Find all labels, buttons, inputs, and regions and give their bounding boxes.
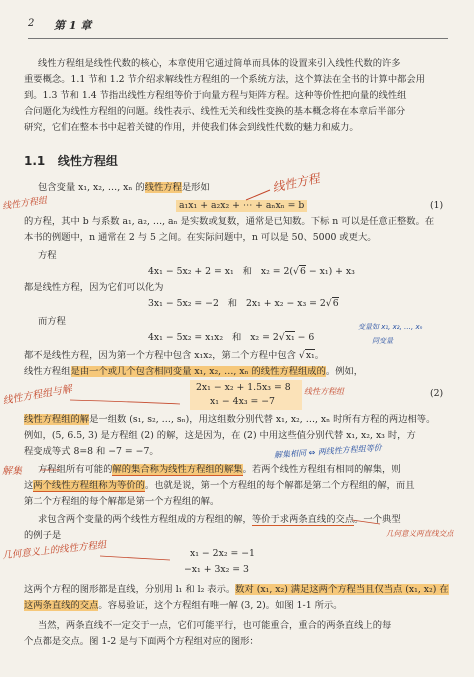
intro-line-5: 研究，它们在整本书中起着关键的作用，并使我们体会到线性代数的魅力和威力。 xyxy=(24,122,359,133)
equation-6-line-2: −x₁ + 3x₂ = 3 xyxy=(184,564,249,575)
equation-3-sqrt: 6 xyxy=(332,298,339,309)
arrow-linear-eq xyxy=(246,190,270,200)
equation-1-number: (1) xyxy=(430,200,444,211)
equation-5-number: (2) xyxy=(430,388,444,399)
chapter-title: 第 1 章 xyxy=(54,19,92,32)
page-number: 2 xyxy=(28,18,35,29)
p10-underline: 等价于求两条直线的交点 xyxy=(251,514,355,525)
note-system-and-solution: 线性方程组与解 xyxy=(1,383,73,407)
equation-2-right-post: − x₁) + x₃ xyxy=(305,266,355,277)
p3: 方程 xyxy=(38,250,57,261)
p2-line-2: 本书的例题中，n 通常在 2 与 5 之间。在实际问题中，n 可以是 50、5000 或更大。 xyxy=(24,232,377,243)
equation-4-right-pre: x₂ = 2 xyxy=(250,332,279,343)
p7-post: 。例如， xyxy=(325,366,364,377)
p11-highlight-2: 这两条直线的交点 xyxy=(24,600,99,611)
p8-line-3: 程变成等式 8=8 和 −7 = −7。 xyxy=(24,446,159,457)
intro-line-3: 到。1.3 节和 1.4 节指出线性方程组等价于向量方程与矩阵方程。这种等价性把向量的线性组 xyxy=(24,90,407,101)
note-same-variable: 同变量 xyxy=(372,337,393,345)
note-variable: 变量如 x₁, x₂, …, xₙ xyxy=(358,323,423,331)
equation-2: 4x₁ − 5x₂ + 2 = x₁ 和 x₂ = 2(√6 − x₁) + x₃ xyxy=(148,266,355,277)
equation-4-right-post: − 6 xyxy=(294,332,315,343)
p6-post: 。 xyxy=(314,350,325,361)
equation-3-and: 和 xyxy=(227,298,238,309)
p9-2-pre: 这 xyxy=(24,480,34,491)
equation-4-left: 4x₁ − 5x₂ = x₁x₂ xyxy=(148,332,224,343)
p10-pre: 求包含两个变量的两个线性方程组成的方程组的解， xyxy=(38,514,252,525)
note-system-label: 线性方程组 xyxy=(304,387,344,396)
intro-line-2: 重要概念。1.1 节和 1.2 节介绍求解线性方程组的一个系统方法，这个算法在全书的计算中都会用 xyxy=(24,74,426,85)
arrow-intersection xyxy=(352,520,380,524)
equation-4-and: 和 xyxy=(232,332,242,343)
p9-1-pre: 方程组所有可能的 xyxy=(38,464,113,475)
p5: 而方程 xyxy=(38,316,66,327)
p1-highlight: 线性方程 xyxy=(144,182,182,193)
p8-highlight: 线性方程组的解 xyxy=(24,414,90,425)
note-intersection: 几何意义两直线交点 xyxy=(386,529,454,538)
note-equivalence: 解集相同 ⇔ 两线性方程组等价 xyxy=(273,443,382,460)
section-number: 1.1 xyxy=(24,154,46,168)
intro-line-1: 线性方程组是线性代数的核心，本章使用它通过简单而具体的设置来引入线性代数的许多 xyxy=(38,58,401,69)
p4: 都是线性方程，因为它们可以化为 xyxy=(24,282,164,293)
note-linear-equation: 线性方程 xyxy=(271,171,322,195)
p12-line-2: 个点都是交点。图 1-2 是与下面两个方程组对应的图形： xyxy=(24,636,259,647)
p12-line-1: 当然，两条直线不一定交于一点，它们可能平行，也可能重合，重合的两条直线上的每 xyxy=(38,620,392,631)
equation-3-left: 3x₁ − 5x₂ = −2 xyxy=(148,298,219,309)
section-title: 线性方程组 xyxy=(57,154,118,168)
p2-line-1: 的方程，其中 b 与系数 a₁, a₂, …, aₙ 是实数或复数，通常是已知数。下标 n 可以是任意正整数。在 xyxy=(24,216,435,227)
equation-3: 3x₁ − 5x₂ = −2 和 2x₁ + x₂ − x₃ = 2√6 xyxy=(148,298,339,309)
p7-pre: 线性方程组 xyxy=(24,366,71,377)
p6-sqrt: x₁ xyxy=(305,350,315,361)
note-linear-system-side: 线性方程组 xyxy=(1,195,48,213)
intro-line-4: 合问题化为线性方程组的问题。线性表示、线性无关和线性变换的基本概念将在本章后半部分 xyxy=(24,106,406,117)
p1-post: 是形如 xyxy=(181,182,210,193)
p9-line-3: 第二个方程组的每个解都是第一个方程组的解。 xyxy=(24,496,220,507)
p1-pre: 包含变量 x₁, x₂, …, xₙ 的 xyxy=(38,182,145,193)
p9-2-post: 。也就是说，第一个方程组的每个解都是第二个方程组的解，而且 xyxy=(144,480,415,491)
p9-1-highlight: 解的集合称为线性方程组的解集 xyxy=(112,464,243,475)
p11-highlight-1: 数对 (x₁, x₂) 满足这两个方程当且仅当点 (x₁, x₂) 在 xyxy=(235,584,449,595)
note-geometric-meaning: 几何意义上的线性方程组 xyxy=(1,539,107,562)
p9-2-highlight: 两个线性方程组称为等价的 xyxy=(33,480,145,491)
arrow-geometric xyxy=(100,556,170,560)
equation-2-right-pre: x₂ = 2( xyxy=(260,266,294,277)
p10-post: 。一个典型 xyxy=(354,514,401,525)
p6-pre: 都不是线性方程，因为第一个方程中包含 x₁x₂，第二个方程中包含 xyxy=(24,350,299,361)
equation-6-line-1: x₁ − 2x₂ = −1 xyxy=(190,548,255,559)
equation-2-left: 4x₁ − 5x₂ + 2 = x₁ xyxy=(148,266,234,277)
p7-highlight: 是由一个或几个包含相同变量 x₁, x₂, …, xₙ 的线性方程组成的 xyxy=(70,366,326,377)
note-solution-set: 解集 xyxy=(2,466,22,477)
p10-line-2: 的例子是 xyxy=(24,530,62,541)
p8-rest: 是一组数 (s₁, s₂, …, sₙ)，用这组数分别代替 x₁, x₂, …, xₙ 时所有方程的两边相等。 xyxy=(89,414,436,425)
p9-1-post: 。若两个线性方程组有相同的解集，则 xyxy=(242,464,401,475)
p11-pre: 这两个方程的图形都是直线，分别用 l₁ 和 l₂ 表示。 xyxy=(24,584,236,595)
equation-3-right-pre: 2x₁ + x₂ − x₃ = 2 xyxy=(245,298,326,309)
equation-2-and: 和 xyxy=(242,266,252,277)
equation-5-line-1: 2x₁ − x₂ + 1.5x₃ = 8 xyxy=(196,382,291,393)
equation-4-sqrt: x₁ xyxy=(285,332,295,343)
p8-line-2: 例如，(5, 6.5, 3) 是方程组 (2) 的解，这是因为，在 (2) 中用这些值分别代替 x₁, x₂, x₃ 时，方 xyxy=(24,430,416,441)
p11-post: 。容易验证，这个方程组有唯一解 (3, 2)。如图 1-1 所示。 xyxy=(98,600,343,611)
p6: 都不是线性方程，因为第一个方程中包含 x₁x₂，第二个方程中包含 √x₁。 xyxy=(24,350,325,361)
equation-2-sqrt: 6 xyxy=(299,266,306,277)
equation-4: 4x₁ − 5x₂ = x₁x₂ 和 x₂ = 2√x₁ − 6 xyxy=(148,332,315,343)
equation-1: a₁x₁ + a₂x₂ + ⋯ + aₙxₙ = b xyxy=(176,200,307,212)
arrow-system xyxy=(70,400,180,404)
equation-5-line-2: x₁ − 4x₃ = −7 xyxy=(210,396,275,407)
